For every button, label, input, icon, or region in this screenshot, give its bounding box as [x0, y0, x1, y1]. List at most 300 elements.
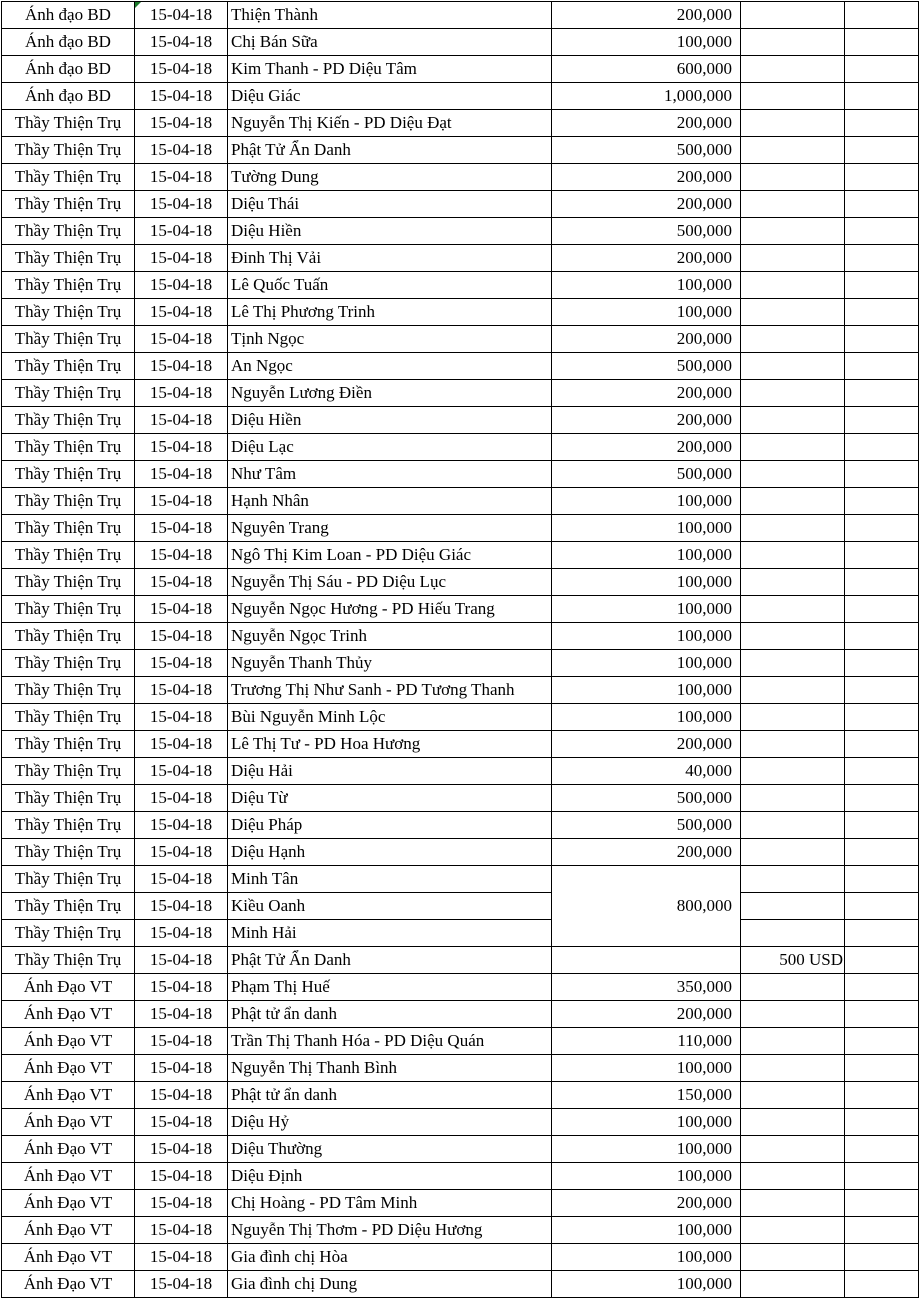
date-cell[interactable]: 15-04-18 [135, 299, 228, 326]
usd-amount-cell[interactable] [741, 29, 845, 56]
source-cell[interactable]: Ánh Đạo VT [2, 1028, 135, 1055]
empty-cell[interactable] [845, 1109, 919, 1136]
amount-cell[interactable]: 40,000 [552, 758, 741, 785]
table-row [2, 1109, 919, 1136]
date-cell[interactable]: 15-04-18 [135, 434, 228, 461]
table-row [2, 1244, 919, 1271]
usd-amount-cell[interactable] [741, 299, 845, 326]
donor-name-cell[interactable]: Diệu Từ [228, 785, 552, 812]
date-cell[interactable]: 15-04-18 [135, 1244, 228, 1271]
date-cell[interactable]: 15-04-18 [135, 893, 228, 920]
empty-cell[interactable] [845, 1163, 919, 1190]
source-cell[interactable]: Thầy Thiện Trụ [2, 515, 135, 542]
usd-amount-cell[interactable] [741, 677, 845, 704]
donor-name-cell[interactable]: Thiện Thành [228, 2, 552, 29]
date-cell[interactable]: 15-04-18 [135, 29, 228, 56]
usd-amount-cell[interactable] [741, 407, 845, 434]
empty-cell[interactable] [845, 488, 919, 515]
empty-cell[interactable] [845, 623, 919, 650]
amount-cell[interactable]: 200,000 [552, 434, 741, 461]
table-row [2, 1271, 919, 1298]
usd-amount-cell[interactable] [741, 515, 845, 542]
empty-cell[interactable] [845, 947, 919, 974]
donor-name-cell[interactable]: Diệu Hiền [228, 407, 552, 434]
date-cell[interactable]: 15-04-18 [135, 1055, 228, 1082]
date-cell[interactable]: 15-04-18 [135, 1028, 228, 1055]
table-row [2, 947, 919, 974]
empty-cell[interactable] [845, 1136, 919, 1163]
amount-cell[interactable]: 100,000 [552, 272, 741, 299]
usd-amount-cell[interactable] [741, 812, 845, 839]
donor-name-cell[interactable]: Trương Thị Như Sanh - PD Tương Thanh [228, 677, 552, 704]
source-cell[interactable]: Ánh Đạo VT [2, 1271, 135, 1298]
date-cell[interactable]: 15-04-18 [135, 488, 228, 515]
amount-cell[interactable]: 500,000 [552, 812, 741, 839]
source-cell[interactable]: Thầy Thiện Trụ [2, 461, 135, 488]
date-cell[interactable]: 15-04-18 [135, 272, 228, 299]
donor-name-cell[interactable]: Kim Thanh - PD Diệu Tâm [228, 56, 552, 83]
usd-amount-cell[interactable]: 500 USD [741, 947, 845, 974]
empty-cell[interactable] [845, 650, 919, 677]
usd-amount-cell[interactable] [741, 191, 845, 218]
source-cell[interactable]: Thầy Thiện Trụ [2, 569, 135, 596]
empty-cell[interactable] [845, 1271, 919, 1298]
date-cell[interactable]: 15-04-18 [135, 110, 228, 137]
amount-cell[interactable]: 200,000 [552, 731, 741, 758]
amount-cell[interactable]: 100,000 [552, 1163, 741, 1190]
empty-cell[interactable] [845, 1001, 919, 1028]
usd-amount-cell[interactable] [741, 1163, 845, 1190]
source-cell[interactable]: Ánh Đạo VT [2, 1001, 135, 1028]
amount-cell[interactable]: 500,000 [552, 353, 741, 380]
donor-name-cell[interactable]: Kiều Oanh [228, 893, 552, 920]
amount-cell[interactable]: 100,000 [552, 1109, 741, 1136]
empty-cell[interactable] [845, 1055, 919, 1082]
donor-name-cell[interactable]: Diệu Thường [228, 1136, 552, 1163]
source-cell[interactable]: Thầy Thiện Trụ [2, 218, 135, 245]
amount-cell[interactable]: 100,000 [552, 515, 741, 542]
date-cell[interactable]: 15-04-18 [135, 1271, 228, 1298]
donor-name-cell[interactable]: Chị Bán Sữa [228, 29, 552, 56]
source-cell[interactable]: Thầy Thiện Trụ [2, 947, 135, 974]
donor-name-cell[interactable]: Diệu Lạc [228, 434, 552, 461]
source-cell[interactable]: Thầy Thiện Trụ [2, 137, 135, 164]
empty-cell[interactable] [845, 137, 919, 164]
amount-cell[interactable]: 500,000 [552, 137, 741, 164]
donor-name-cell[interactable]: Bùi Nguyễn Minh Lộc [228, 704, 552, 731]
date-cell[interactable]: 15-04-18 [135, 596, 228, 623]
amount-cell[interactable]: 100,000 [552, 623, 741, 650]
donor-name-cell[interactable]: Nguyễn Lương Điền [228, 380, 552, 407]
date-cell[interactable]: 15-04-18 [135, 785, 228, 812]
amount-cell[interactable]: 200,000 [552, 164, 741, 191]
usd-amount-cell[interactable] [741, 731, 845, 758]
donor-name-cell[interactable]: Minh Hải [228, 920, 552, 947]
date-cell[interactable]: 15-04-18 [135, 542, 228, 569]
date-cell[interactable]: 15-04-18 [135, 569, 228, 596]
date-cell[interactable]: 15-04-18 [135, 1136, 228, 1163]
amount-cell[interactable]: 500,000 [552, 461, 741, 488]
date-cell[interactable]: 15-04-18 [135, 353, 228, 380]
source-cell[interactable]: Thầy Thiện Trụ [2, 380, 135, 407]
empty-cell[interactable] [845, 380, 919, 407]
source-cell[interactable]: Ánh Đạo VT [2, 1136, 135, 1163]
usd-amount-cell[interactable] [741, 2, 845, 29]
source-cell[interactable]: Thầy Thiện Trụ [2, 407, 135, 434]
date-cell[interactable]: 15-04-18 [135, 461, 228, 488]
date-cell[interactable]: 15-04-18 [135, 1190, 228, 1217]
empty-cell[interactable] [845, 110, 919, 137]
donor-name-cell[interactable]: Ngô Thị Kim Loan - PD Diệu Giác [228, 542, 552, 569]
amount-cell[interactable]: 200,000 [552, 326, 741, 353]
source-cell[interactable]: Ánh Đạo VT [2, 1082, 135, 1109]
amount-cell[interactable]: 200,000 [552, 407, 741, 434]
table-row [2, 1028, 919, 1055]
donor-name-cell[interactable]: Nguyễn Thị Sáu - PD Diệu Lục [228, 569, 552, 596]
amount-cell[interactable]: 100,000 [552, 650, 741, 677]
donor-name-cell[interactable]: Hạnh Nhân [228, 488, 552, 515]
source-cell[interactable]: Ánh Đạo VT [2, 1055, 135, 1082]
usd-amount-cell[interactable] [741, 1190, 845, 1217]
source-cell[interactable]: Ánh đạo BD [2, 83, 135, 110]
amount-cell[interactable]: 100,000 [552, 704, 741, 731]
empty-cell[interactable] [845, 569, 919, 596]
empty-cell[interactable] [845, 812, 919, 839]
donor-name-cell[interactable]: Tịnh Ngọc [228, 326, 552, 353]
usd-amount-cell[interactable] [741, 272, 845, 299]
empty-cell[interactable] [845, 731, 919, 758]
empty-cell[interactable] [845, 164, 919, 191]
date-cell[interactable]: 15-04-18 [135, 704, 228, 731]
amount-cell[interactable]: 500,000 [552, 218, 741, 245]
donor-name-cell[interactable]: Diệu Hải [228, 758, 552, 785]
amount-cell[interactable]: 100,000 [552, 677, 741, 704]
amount-cell[interactable]: 200,000 [552, 839, 741, 866]
donor-name-cell[interactable]: Minh Tân [228, 866, 552, 893]
empty-cell[interactable] [845, 2, 919, 29]
donor-name-cell[interactable]: Nguyễn Thị Kiến - PD Diệu Đạt [228, 110, 552, 137]
donor-name-cell[interactable]: Lê Quốc Tuấn [228, 272, 552, 299]
empty-cell[interactable] [845, 542, 919, 569]
usd-amount-cell[interactable] [741, 1109, 845, 1136]
source-cell[interactable]: Thầy Thiện Trụ [2, 704, 135, 731]
date-cell[interactable]: 15-04-18 [135, 839, 228, 866]
usd-amount-cell[interactable] [741, 974, 845, 1001]
date-cell[interactable]: 15-04-18 [135, 758, 228, 785]
source-cell[interactable]: Ánh Đạo VT [2, 1109, 135, 1136]
donor-name-cell[interactable]: Phạm Thị Huế [228, 974, 552, 1001]
amount-cell[interactable]: 100,000 [552, 1271, 741, 1298]
date-cell[interactable]: 15-04-18 [135, 164, 228, 191]
amount-cell[interactable]: 200,000 [552, 2, 741, 29]
date-cell[interactable]: 15-04-18 [135, 812, 228, 839]
empty-cell[interactable] [845, 218, 919, 245]
source-cell[interactable]: Ánh đạo BD [2, 56, 135, 83]
amount-cell[interactable]: 200,000 [552, 380, 741, 407]
usd-amount-cell[interactable] [741, 245, 845, 272]
usd-amount-cell[interactable] [741, 137, 845, 164]
usd-amount-cell[interactable] [741, 218, 845, 245]
donor-name-cell[interactable]: Phật tử ẩn danh [228, 1082, 552, 1109]
table-row [2, 812, 919, 839]
table-row [2, 1190, 919, 1217]
source-cell[interactable]: Thầy Thiện Trụ [2, 731, 135, 758]
source-cell[interactable]: Thầy Thiện Trụ [2, 191, 135, 218]
donor-name-cell[interactable]: Nguyễn Ngọc Trinh [228, 623, 552, 650]
donor-name-cell[interactable]: Lê Thị Tư - PD Hoa Hương [228, 731, 552, 758]
usd-amount-cell[interactable] [741, 596, 845, 623]
empty-cell[interactable] [845, 596, 919, 623]
amount-cell[interactable]: 350,000 [552, 974, 741, 1001]
empty-cell[interactable] [845, 974, 919, 1001]
empty-cell[interactable] [845, 1190, 919, 1217]
source-cell[interactable]: Ánh Đạo VT [2, 1217, 135, 1244]
source-cell[interactable]: Thầy Thiện Trụ [2, 542, 135, 569]
usd-amount-cell[interactable] [741, 1244, 845, 1271]
donor-name-cell[interactable]: Diệu Pháp [228, 812, 552, 839]
date-cell[interactable]: 15-04-18 [135, 866, 228, 893]
donor-name-cell[interactable]: Đinh Thị Vải [228, 245, 552, 272]
amount-cell[interactable]: 200,000 [552, 1190, 741, 1217]
usd-amount-cell[interactable] [741, 1136, 845, 1163]
amount-cell[interactable]: 100,000 [552, 1055, 741, 1082]
donor-name-cell[interactable]: Phật Tử Ẩn Danh [228, 137, 552, 164]
donor-name-cell[interactable]: Phật Tử Ẩn Danh [228, 947, 552, 974]
usd-amount-cell[interactable] [741, 704, 845, 731]
amount-cell[interactable]: 100,000 [552, 488, 741, 515]
date-cell[interactable]: 15-04-18 [135, 947, 228, 974]
donor-name-cell[interactable]: Nguyễn Thị Thơm - PD Diệu Hương [228, 1217, 552, 1244]
usd-amount-cell[interactable] [741, 623, 845, 650]
amount-cell[interactable]: 200,000 [552, 1001, 741, 1028]
donor-name-cell[interactable]: Diệu Thái [228, 191, 552, 218]
usd-amount-cell[interactable] [741, 110, 845, 137]
usd-amount-cell[interactable] [741, 866, 845, 893]
source-cell[interactable]: Thầy Thiện Trụ [2, 353, 135, 380]
amount-cell[interactable]: 200,000 [552, 110, 741, 137]
donor-name-cell[interactable]: Lê Thị Phương Trinh [228, 299, 552, 326]
date-cell[interactable]: 15-04-18 [135, 218, 228, 245]
date-cell[interactable]: 15-04-18 [135, 191, 228, 218]
amount-cell[interactable]: 100,000 [552, 299, 741, 326]
empty-cell[interactable] [845, 326, 919, 353]
date-cell[interactable]: 15-04-18 [135, 56, 228, 83]
donor-name-cell[interactable]: Chị Hoàng - PD Tâm Minh [228, 1190, 552, 1217]
amount-cell[interactable]: 100,000 [552, 29, 741, 56]
source-cell[interactable]: Ánh đạo BD [2, 2, 135, 29]
usd-amount-cell[interactable] [741, 1055, 845, 1082]
usd-amount-cell[interactable] [741, 920, 845, 947]
usd-amount-cell[interactable] [741, 569, 845, 596]
date-cell[interactable]: 15-04-18 [135, 677, 228, 704]
amount-cell[interactable]: 800,000 [552, 866, 741, 947]
source-cell[interactable]: Thầy Thiện Trụ [2, 326, 135, 353]
empty-cell[interactable] [845, 893, 919, 920]
empty-cell[interactable] [845, 1217, 919, 1244]
date-cell[interactable]: 15-04-18 [135, 1109, 228, 1136]
empty-cell[interactable] [845, 1028, 919, 1055]
amount-cell[interactable]: 100,000 [552, 596, 741, 623]
usd-amount-cell[interactable] [741, 1028, 845, 1055]
usd-amount-cell[interactable] [741, 650, 845, 677]
empty-cell[interactable] [845, 920, 919, 947]
date-cell[interactable]: 15-04-18 [135, 920, 228, 947]
date-cell[interactable]: 15-04-18 [135, 1082, 228, 1109]
source-cell[interactable]: Thầy Thiện Trụ [2, 434, 135, 461]
amount-cell[interactable]: 150,000 [552, 1082, 741, 1109]
usd-amount-cell[interactable] [741, 353, 845, 380]
source-cell[interactable]: Thầy Thiện Trụ [2, 785, 135, 812]
source-cell[interactable]: Thầy Thiện Trụ [2, 110, 135, 137]
table-row [2, 758, 919, 785]
usd-amount-cell[interactable] [741, 164, 845, 191]
table-row [2, 218, 919, 245]
source-cell[interactable]: Thầy Thiện Trụ [2, 164, 135, 191]
source-cell[interactable]: Ánh Đạo VT [2, 974, 135, 1001]
source-cell[interactable]: Ánh Đạo VT [2, 1190, 135, 1217]
amount-cell[interactable]: 100,000 [552, 1217, 741, 1244]
donor-name-cell[interactable]: Phật tử ẩn danh [228, 1001, 552, 1028]
amount-cell[interactable]: 1,000,000 [552, 83, 741, 110]
date-cell[interactable]: 15-04-18 [135, 650, 228, 677]
source-cell[interactable]: Thầy Thiện Trụ [2, 920, 135, 947]
date-cell[interactable]: 15-04-18 [135, 2, 228, 29]
empty-cell[interactable] [845, 56, 919, 83]
source-cell[interactable]: Thầy Thiện Trụ [2, 623, 135, 650]
source-cell[interactable]: Thầy Thiện Trụ [2, 839, 135, 866]
usd-amount-cell[interactable] [741, 542, 845, 569]
amount-cell[interactable]: 110,000 [552, 1028, 741, 1055]
usd-amount-cell[interactable] [741, 326, 845, 353]
date-cell[interactable]: 15-04-18 [135, 380, 228, 407]
table-row [2, 299, 919, 326]
donor-name-cell[interactable]: Gia đình chị Hòa [228, 1244, 552, 1271]
donor-name-cell[interactable]: Diệu Định [228, 1163, 552, 1190]
donor-name-cell[interactable]: Diệu Giác [228, 83, 552, 110]
table-row [2, 650, 919, 677]
empty-cell[interactable] [845, 785, 919, 812]
amount-cell[interactable]: 100,000 [552, 1136, 741, 1163]
amount-cell[interactable]: 500,000 [552, 785, 741, 812]
donor-name-cell[interactable]: Diệu Hiền [228, 218, 552, 245]
date-cell[interactable]: 15-04-18 [135, 731, 228, 758]
table-row [2, 1001, 919, 1028]
amount-cell[interactable]: 600,000 [552, 56, 741, 83]
empty-cell[interactable] [845, 704, 919, 731]
usd-amount-cell[interactable] [741, 488, 845, 515]
donor-name-cell[interactable]: Nguyễn Ngọc Hương - PD Hiếu Trang [228, 596, 552, 623]
empty-cell[interactable] [845, 515, 919, 542]
donor-name-cell[interactable]: Tường Dung [228, 164, 552, 191]
source-cell[interactable]: Thầy Thiện Trụ [2, 812, 135, 839]
date-cell[interactable]: 15-04-18 [135, 326, 228, 353]
donor-name-cell[interactable]: Diệu Hỷ [228, 1109, 552, 1136]
empty-cell[interactable] [845, 407, 919, 434]
usd-amount-cell[interactable] [741, 839, 845, 866]
date-cell[interactable]: 15-04-18 [135, 1001, 228, 1028]
source-cell[interactable]: Thầy Thiện Trụ [2, 893, 135, 920]
table-row [2, 191, 919, 218]
date-cell[interactable]: 15-04-18 [135, 407, 228, 434]
source-cell[interactable]: Thầy Thiện Trụ [2, 488, 135, 515]
donor-name-cell[interactable]: Trần Thị Thanh Hóa - PD Diệu Quán [228, 1028, 552, 1055]
empty-cell[interactable] [845, 83, 919, 110]
usd-amount-cell[interactable] [741, 380, 845, 407]
source-cell[interactable]: Ánh đạo BD [2, 29, 135, 56]
usd-amount-cell[interactable] [741, 1271, 845, 1298]
date-cell[interactable]: 15-04-18 [135, 974, 228, 1001]
amount-cell[interactable]: 200,000 [552, 245, 741, 272]
usd-amount-cell[interactable] [741, 785, 845, 812]
donor-name-cell[interactable]: Diệu Hạnh [228, 839, 552, 866]
donor-name-cell[interactable]: Nguyễn Thanh Thủy [228, 650, 552, 677]
empty-cell[interactable] [845, 1244, 919, 1271]
usd-amount-cell[interactable] [741, 56, 845, 83]
donor-name-cell[interactable]: Nguyên Trang [228, 515, 552, 542]
usd-amount-cell[interactable] [741, 83, 845, 110]
donor-name-cell[interactable]: Nguyễn Thị Thanh Bình [228, 1055, 552, 1082]
source-cell[interactable]: Thầy Thiện Trụ [2, 245, 135, 272]
empty-cell[interactable] [845, 677, 919, 704]
empty-cell[interactable] [845, 245, 919, 272]
source-cell[interactable]: Thầy Thiện Trụ [2, 596, 135, 623]
source-cell[interactable]: Thầy Thiện Trụ [2, 677, 135, 704]
empty-cell[interactable] [845, 866, 919, 893]
empty-cell[interactable] [845, 29, 919, 56]
date-cell[interactable]: 15-04-18 [135, 1163, 228, 1190]
date-cell[interactable]: 15-04-18 [135, 83, 228, 110]
date-cell[interactable]: 15-04-18 [135, 1217, 228, 1244]
usd-amount-cell[interactable] [741, 893, 845, 920]
table-row [2, 2, 919, 29]
donor-name-cell[interactable]: An Ngọc [228, 353, 552, 380]
source-cell[interactable]: Thầy Thiện Trụ [2, 299, 135, 326]
date-cell[interactable]: 15-04-18 [135, 623, 228, 650]
empty-cell[interactable] [845, 353, 919, 380]
usd-amount-cell[interactable] [741, 758, 845, 785]
amount-cell[interactable]: 200,000 [552, 191, 741, 218]
date-cell[interactable]: 15-04-18 [135, 245, 228, 272]
usd-amount-cell[interactable] [741, 461, 845, 488]
donor-name-cell[interactable]: Như Tâm [228, 461, 552, 488]
empty-cell[interactable] [845, 272, 919, 299]
donor-name-cell[interactable]: Gia đình chị Dung [228, 1271, 552, 1298]
usd-amount-cell[interactable] [741, 1082, 845, 1109]
empty-cell[interactable] [845, 191, 919, 218]
usd-amount-cell[interactable] [741, 1001, 845, 1028]
source-cell[interactable]: Thầy Thiện Trụ [2, 650, 135, 677]
amount-cell[interactable]: 100,000 [552, 542, 741, 569]
amount-cell[interactable]: 100,000 [552, 1244, 741, 1271]
empty-cell[interactable] [845, 461, 919, 488]
empty-cell[interactable] [845, 434, 919, 461]
empty-cell[interactable] [845, 839, 919, 866]
source-cell[interactable]: Thầy Thiện Trụ [2, 272, 135, 299]
empty-cell[interactable] [845, 1082, 919, 1109]
source-cell[interactable]: Ánh Đạo VT [2, 1244, 135, 1271]
source-cell[interactable]: Thầy Thiện Trụ [2, 866, 135, 893]
date-cell[interactable]: 15-04-18 [135, 515, 228, 542]
empty-cell[interactable] [845, 758, 919, 785]
amount-cell[interactable] [552, 947, 741, 974]
source-cell[interactable]: Ánh Đạo VT [2, 1163, 135, 1190]
amount-cell[interactable]: 100,000 [552, 569, 741, 596]
empty-cell[interactable] [845, 299, 919, 326]
source-cell[interactable]: Thầy Thiện Trụ [2, 758, 135, 785]
usd-amount-cell[interactable] [741, 1217, 845, 1244]
usd-amount-cell[interactable] [741, 434, 845, 461]
date-cell[interactable]: 15-04-18 [135, 137, 228, 164]
